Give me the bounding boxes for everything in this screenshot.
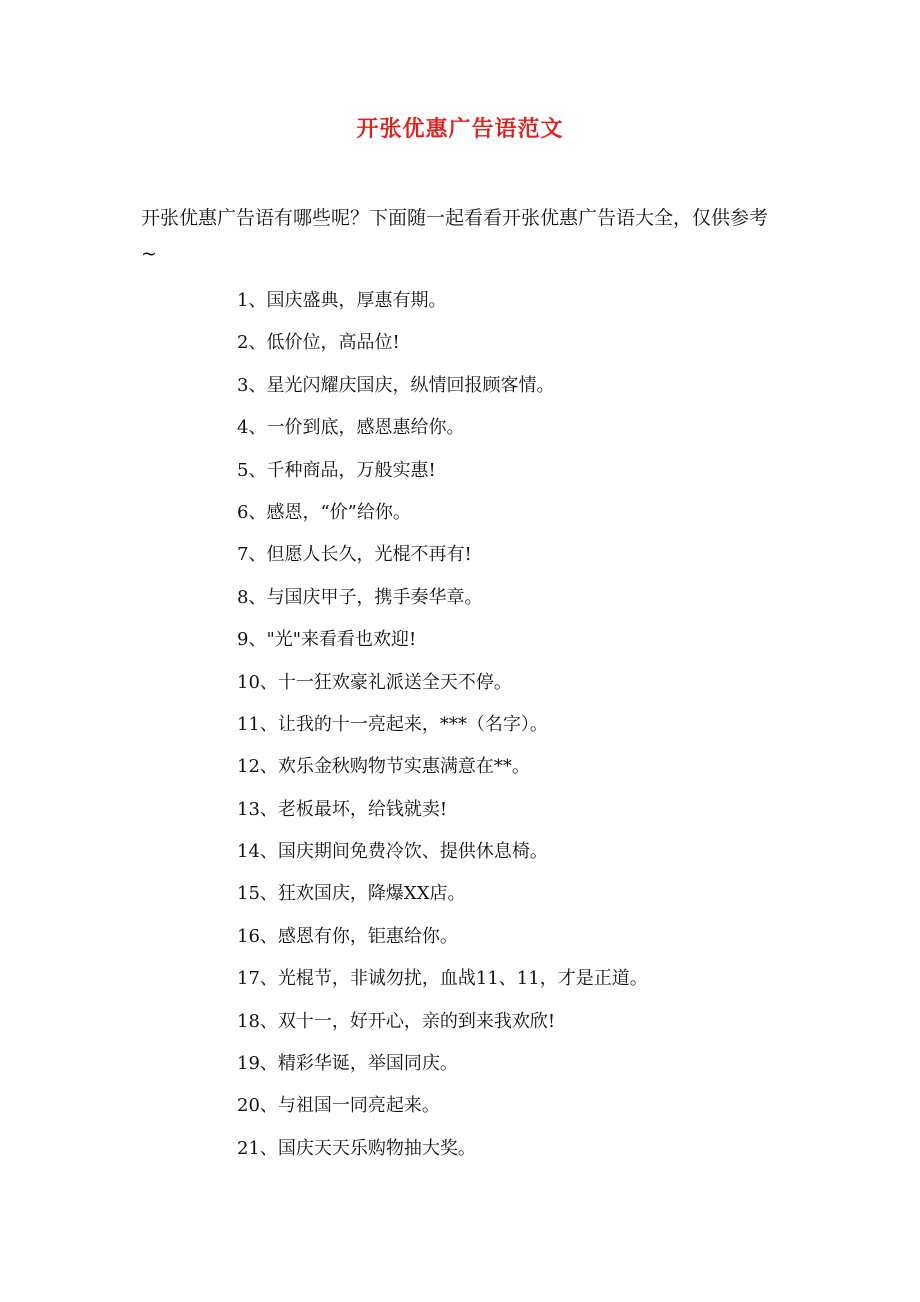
list-item: 7、但愿人长久，光棍不再有! [237,544,472,566]
list-item: 14、国庆期间免费冷饮、提供休息椅。 [237,841,548,863]
list-item: 20、与祖国一同亮起来。 [237,1095,440,1117]
list-item: 19、精彩华诞，举国同庆。 [237,1053,458,1075]
list-item: 21、国庆天天乐购物抽大奖。 [237,1137,476,1159]
list-item: 12、欢乐金秋购物节实惠满意在**。 [237,756,530,778]
list-item: 13、老板最坏，给钱就卖! [237,798,448,820]
list-item: 15、狂欢国庆，降爆XX店。 [237,883,466,905]
document-title: 开张优惠广告语范文 [356,116,564,142]
intro-paragraph: 开张优惠广告语有哪些呢？下面随一起看看开张优惠广告语大全，仅供参考~ [141,207,769,265]
list-item: 10、十一狂欢豪礼派送全天不停。 [237,671,512,693]
list-item: 6、感恩，“价”给你。 [237,501,411,523]
list-item: 16、感恩有你，钜惠给你。 [237,925,458,947]
list-item: 11、让我的十一亮起来，***（名字）。 [237,713,548,735]
slogan-list [237,285,648,1175]
list-item: 3、星光闪耀庆国庆，纵情回报顾客情。 [237,374,555,396]
list-item: 8、与国庆甲子，携手奏华章。 [237,586,483,608]
list-item: 9、"光"来看看也欢迎! [237,629,417,651]
list-item: 4、一价到底，感恩惠给你。 [237,417,465,439]
list-item: 2、低价位，高品位! [237,332,400,354]
list-item: 18、双十一，好开心，亲的到来我欢欣! [237,1010,556,1032]
list-item: 1、国庆盛典，厚惠有期。 [237,290,447,311]
list-item: 5、千种商品，万般实惠! [237,459,436,481]
list-item: 17、光棍节，非诚勿扰，血战11、11，才是正道。 [237,968,648,990]
